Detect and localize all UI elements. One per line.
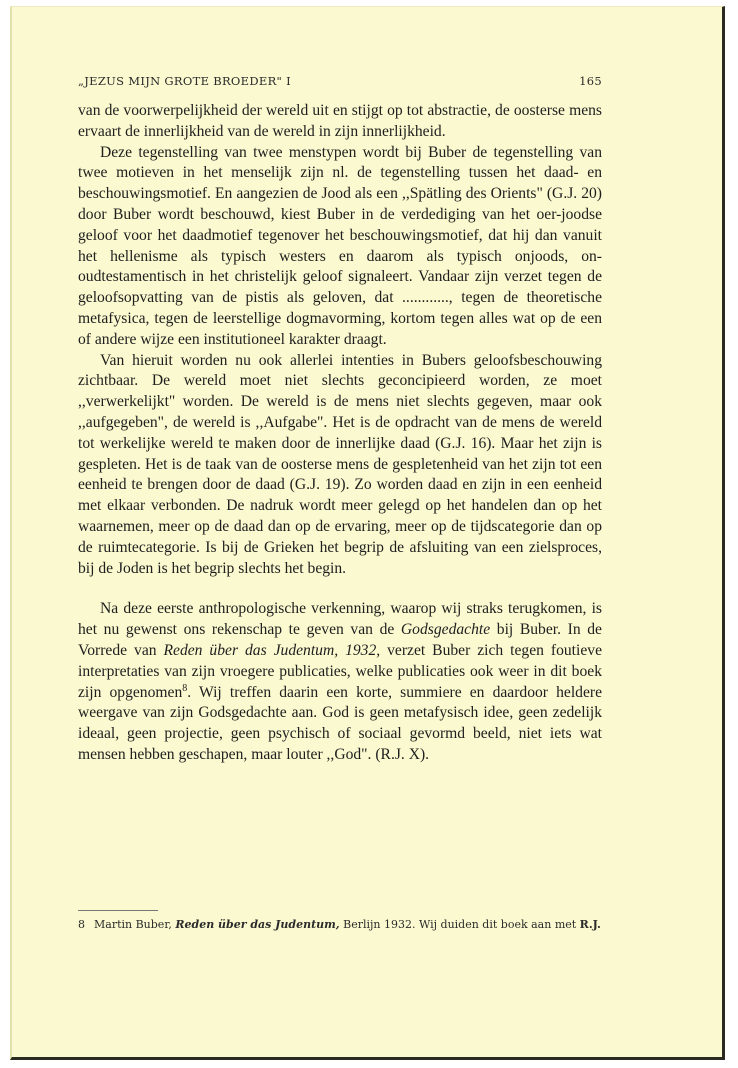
page-number: 165 bbox=[579, 74, 602, 88]
paragraph-4-text-c: bij Buber. In de Vorrede van bbox=[78, 621, 602, 659]
footnote-divider bbox=[78, 910, 158, 911]
footnote-reference: 8 bbox=[182, 682, 188, 694]
footnote bbox=[78, 917, 602, 932]
footnote-book-title: Reden über das Judentum, bbox=[175, 918, 340, 931]
paragraph-4-text-a: Na deze eerste anthropologische verkenning, waarop wij straks terugkomen, is het nu gewenst ons rekenschap te geven van de bbox=[78, 600, 602, 639]
paragraph-2: Deze tegenstelling van twee menstypen wordt bij Buber de tegenstelling van twee motieven in het menselijk zijn nl. de tegenstelling tussen het daad- en beschouwingsmotief. En aangezien de Jood als een ,,Spätling des Orients" (G.J. 20) door Buber wordt beschouwd, kiest Buber in de verdediging van het oer-joodse geloof voor het daadmotief tegenover het beschouwingsmotief, dat hij dan vanuit het hellenisme als typisch westers en daarom als typisch onjoods, on-oudtestamentisch in het christelijk geloof signaleert. Vandaar zijn verzet tegen de geloofsopvatting van de pistis als geloven, dat ............, tegen de theoretische metafysica, tegen de leerstellige dogmavorming, kortom tegen alles wat op de een of andere wijze een institutioneel karakter draagt. bbox=[78, 143, 602, 348]
paragraph-4-text-f: . Wij treffen daarin een korte, summiere en daardoor heldere weergave van zijn Godsgedachte aan. God is geen metafysisch idee, geen zedelijk ideaal, geen projectie, geen psychisch of sociaal gevormd beeld, niet iets wat mensen hebben geschapen, maar louter ,,God". (R.J. X). bbox=[78, 683, 602, 763]
footnote-abbreviation: R.J. bbox=[579, 918, 601, 931]
footnote-text: Berlijn 1932. Wij duiden dit boek aan met bbox=[339, 918, 580, 931]
body-text bbox=[78, 101, 602, 766]
footnote-number: 8 bbox=[78, 918, 85, 931]
book-title-reference: Reden über das Judentum, 1932, bbox=[163, 641, 381, 659]
running-title: „JEZUS MIJN GROTE BROEDER" I bbox=[78, 74, 291, 88]
paragraph-3: Van hieruit worden nu ook allerlei intenties in Bubers geloofsbeschouwing zichtbaar. De wereld moet niet slechts geconcipieerd worden, ze moet ,,verwerkelijkt" worden. De wereld is de mens niet slechts gegeven, maar ook ,,aufgegeben", de wereld is ,,Aufgabe". Het is de opdracht van de mens de wereld tot werkelijke wereld te maken door de innerlijke daad (G.J. 16). Maar het zijn is gespleten. Het is de taak van de oosterse mens de gespletenheid van het zijn tot een eenheid te brengen door de daad (G.J. 19). Zo worden daad en zijn in een eenheid met elkaar verbonden. De nadruk wordt meer gelegd op het handelen dan op het waarnemen, meer op de daad dan op de ervaring, meer op de tijdscategorie dan op de ruimtecategorie. Is bij de Grieken het begrip de afsluiting van een zielsproces, bij de Joden is het begrip slechts het begin. bbox=[78, 351, 602, 577]
paragraph-1: van de voorwerpelijkheid der wereld uit en stijgt op tot abstractie, de oosterse mens ervaart de innerlijkheid van de wereld in zijn innerlijkheid. bbox=[78, 102, 602, 140]
godsgedachte-emphasis: Godsgedachte bbox=[400, 621, 491, 639]
paragraph-4 bbox=[78, 599, 602, 765]
footnote-author: Martin Buber, bbox=[94, 918, 172, 931]
paragraph-4-text-e: verzet Buber zich tegen foutieve interpretaties van zijn vroegere publicaties, welke publicaties ook weer in dit boek zijn opgenomen bbox=[78, 641, 602, 701]
